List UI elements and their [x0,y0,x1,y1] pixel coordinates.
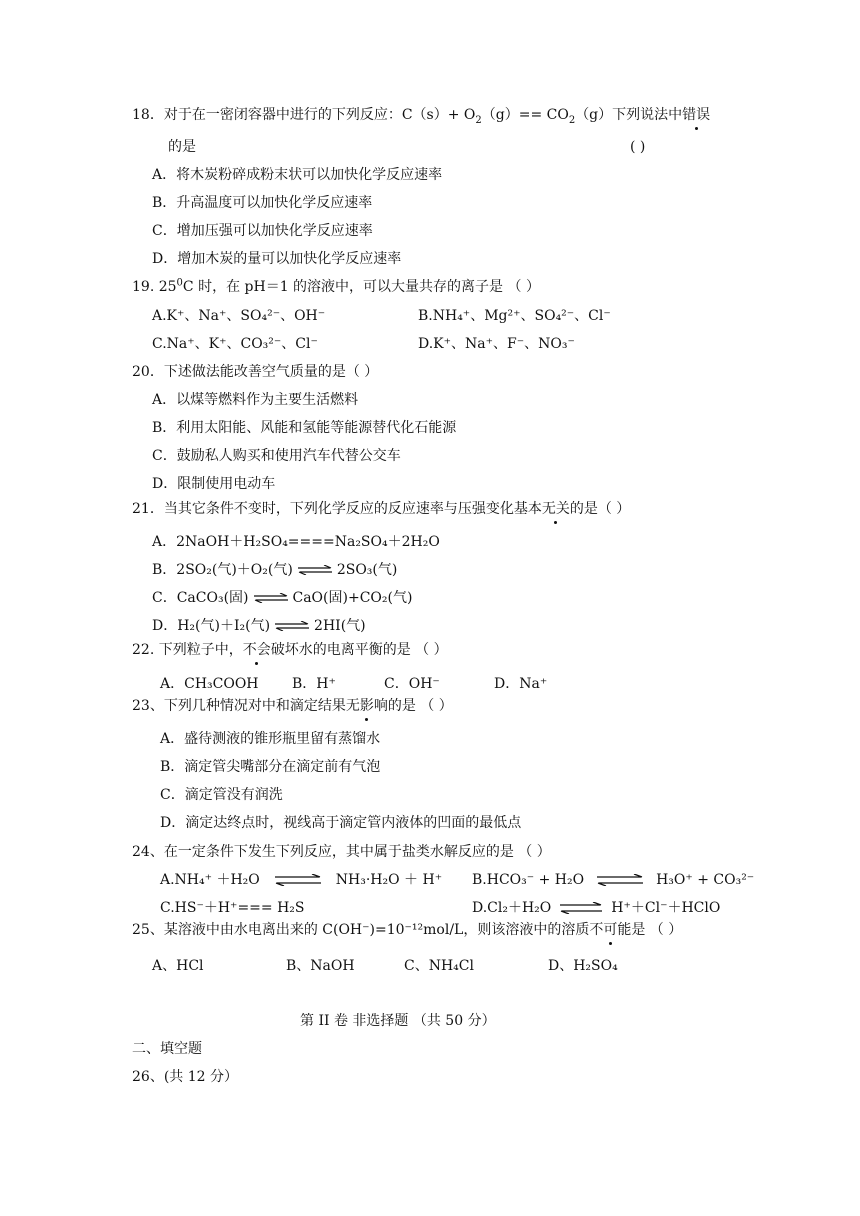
equilibrium-arrow-icon [297,565,333,575]
q18-option-a: A．将木炭粉碎成粉末状可以加快化学反应速率 [152,167,443,183]
q22-option-b: B．H⁺ [292,676,336,692]
q19-option-d: D.K⁺、Na⁺、F⁻、NO₃⁻ [418,336,575,352]
section-title: 第 II 卷 非选择题 （共 50 分） [300,1013,496,1029]
q25-option-b: B、NaOH [286,958,355,974]
q20-option-c: C．鼓励私人购买和使用汽车代替公交车 [152,448,401,464]
q23-option-b: B．滴定管尖嘴部分在滴定前有气泡 [160,759,381,775]
q18-option-d: D．增加木炭的量可以加快化学反应速率 [152,251,402,267]
q24-stem: 24、在一定条件下发生下列反应，其中属于盐类水解反应的是 （ ） [132,844,551,860]
q19-option-a: A.K⁺、Na⁺、SO₄²⁻、OH⁻ [152,308,326,324]
q25-emphasis: 不可能 [589,922,632,938]
q23-option-c: C．滴定管没有润洗 [160,787,283,803]
q21-option-d: D．H₂(气)＋I₂(气) 2HI(气) [152,618,366,634]
q21-stem: 21．当其它条件不变时，下列化学反应的反应速率与压强变化基本无关的是（ ） [132,501,631,517]
q25-option-a: A、HCl [152,958,204,974]
q21-option-a: A．2NaOH＋H₂SO₄====Na₂SO₄＋2H₂O [152,534,440,550]
q21-option-c: C．CaCO₃(固) CaO(固)+CO₂(气) [152,590,413,606]
q25-option-c: C、NH₄Cl [404,958,474,974]
section-part-heading: 二、填空题 [132,1041,202,1057]
q18-answer-paren: ( ) [630,139,646,155]
equilibrium-arrow-icon [274,621,310,631]
q19-option-c: C.Na⁺、K⁺、CO₃²⁻、Cl⁻ [152,336,318,352]
q20-option-a: A．以煤等燃料作为主要生活燃料 [152,392,359,408]
q24-option-a: A.NH₄⁺ ＋H₂O NH₃·H₂O ＋ H⁺ [160,872,443,888]
q18-emphasis: 错误 [682,107,711,123]
q24-option-b: B.HCO₃⁻ + H₂O H₃O⁺ + CO₃²⁻ [472,872,755,888]
q21-option-b: B．2SO₂(气)＋O₂(气) 2SO₃(气) [152,562,398,578]
q18-option-b: B．升高温度可以加快化学反应速率 [152,195,373,211]
equilibrium-arrow-icon [559,902,603,914]
q23-option-d: D．滴定达终点时，视线高于滴定管内液体的凹面的最低点 [160,815,522,831]
q22-emphasis: 不会 [242,642,271,658]
q18-stem: 18．对于在一密闭容器中进行的下列反应：$C(s)+ O_2(g)== CO_2(g)$下列说法中错误 [132,107,711,126]
q19-stem: 19. $25^0C$ 时，在 pH＝1 的溶液中，可以大量共存的离子是 （ ） [132,277,540,295]
q22-stem: 22. 下列粒子中，不会破坏水的电离平衡的是 （ ） [132,642,448,658]
q21-emphasis: 无关 [541,501,570,517]
q22-option-a: A．CH₃COOH [160,676,259,692]
q18-option-c: C．增加压强可以加快化学反应速率 [152,223,373,239]
equilibrium-arrow-icon [596,874,644,886]
q20-option-d: D．限制使用电动车 [152,476,276,492]
q23-option-a: A．盛待测液的锥形瓶里留有蒸馏水 [160,731,381,747]
equilibrium-arrow-icon [274,874,322,886]
q23-stem: 23、下列几种情况对中和滴定结果无影响的是 （ ） [132,698,453,714]
q24-option-c: C.HS⁻＋H⁺=== H₂S [160,900,305,916]
q25-stem: 25、某溶液中由水电离出来的 C(OH⁻)=10⁻¹²mol/L，则该溶液中的溶质不可能是 （ ） [132,922,683,938]
q22-option-d: D．Na⁺ [494,676,548,692]
q25-option-d: D、H₂SO₄ [548,958,618,974]
q20-stem: 20．下述做法能改善空气质量的是（ ） [132,364,379,380]
q24-option-d: D.Cl₂＋H₂O H⁺＋Cl⁻＋HClO [472,900,721,916]
equilibrium-arrow-icon [253,593,289,603]
q23-emphasis: 无影响 [345,698,388,714]
q26-heading: 26、(共 12 分） [132,1069,238,1085]
q22-option-c: C．OH⁻ [384,676,440,692]
q18-stem-line2: 的是 [168,139,196,155]
q19-option-b: B.NH₄⁺、Mg²⁺、SO₄²⁻、Cl⁻ [418,308,611,324]
q20-option-b: B．利用太阳能、风能和氢能等能源替代化石能源 [152,420,457,436]
